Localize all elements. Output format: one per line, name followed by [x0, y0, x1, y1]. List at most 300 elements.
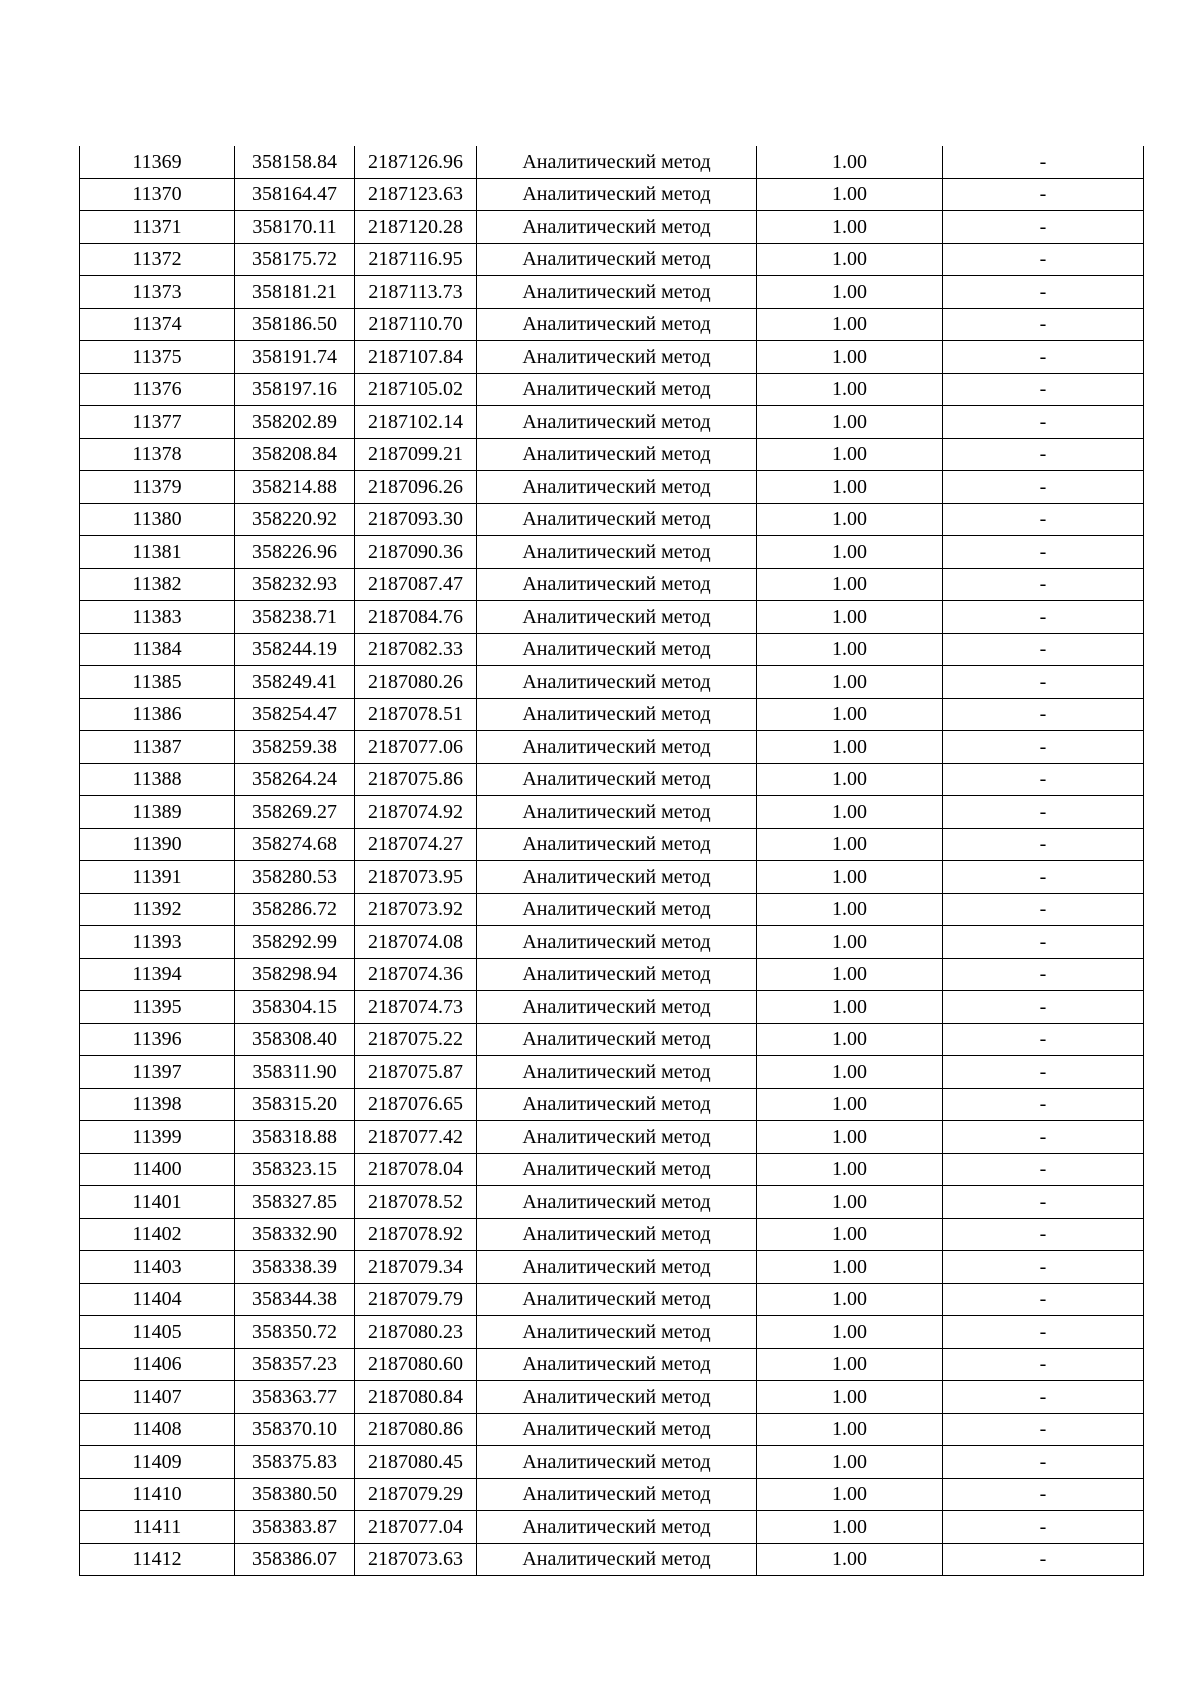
description-cell: - — [943, 828, 1144, 861]
point-number-cell: 11386 — [80, 698, 235, 731]
method-cell: Аналитический метод — [477, 1381, 757, 1414]
x-coordinate-cell: 358254.47 — [235, 698, 355, 731]
point-number-cell: 11370 — [80, 178, 235, 211]
precision-cell: 1.00 — [757, 958, 943, 991]
precision-cell: 1.00 — [757, 1348, 943, 1381]
precision-cell: 1.00 — [757, 1056, 943, 1089]
point-number-cell: 11392 — [80, 893, 235, 926]
method-cell: Аналитический метод — [477, 1121, 757, 1154]
y-coordinate-cell: 2187077.42 — [355, 1121, 477, 1154]
y-coordinate-cell: 2187073.92 — [355, 893, 477, 926]
x-coordinate-cell: 358158.84 — [235, 146, 355, 178]
table-row — [80, 1381, 1144, 1414]
table-row — [80, 1543, 1144, 1576]
x-coordinate-cell: 358332.90 — [235, 1218, 355, 1251]
y-coordinate-cell: 2187073.63 — [355, 1543, 477, 1576]
description-cell: - — [943, 276, 1144, 309]
description-cell: - — [943, 1088, 1144, 1121]
table-row — [80, 1023, 1144, 1056]
table-row — [80, 1413, 1144, 1446]
method-cell: Аналитический метод — [477, 1543, 757, 1576]
method-cell: Аналитический метод — [477, 276, 757, 309]
x-coordinate-cell: 358323.15 — [235, 1153, 355, 1186]
coordinates-table-body — [80, 146, 1144, 1576]
precision-cell: 1.00 — [757, 536, 943, 569]
table-row — [80, 1478, 1144, 1511]
table-row — [80, 796, 1144, 829]
table-row — [80, 471, 1144, 504]
precision-cell: 1.00 — [757, 666, 943, 699]
x-coordinate-cell: 358315.20 — [235, 1088, 355, 1121]
y-coordinate-cell: 2187074.36 — [355, 958, 477, 991]
method-cell: Аналитический метод — [477, 1413, 757, 1446]
method-cell: Аналитический метод — [477, 1316, 757, 1349]
precision-cell: 1.00 — [757, 1413, 943, 1446]
method-cell: Аналитический метод — [477, 731, 757, 764]
method-cell: Аналитический метод — [477, 1478, 757, 1511]
table-row — [80, 1283, 1144, 1316]
table-row — [80, 1088, 1144, 1121]
y-coordinate-cell: 2187075.87 — [355, 1056, 477, 1089]
description-cell: - — [943, 243, 1144, 276]
table-row — [80, 1056, 1144, 1089]
point-number-cell: 11380 — [80, 503, 235, 536]
method-cell: Аналитический метод — [477, 893, 757, 926]
precision-cell: 1.00 — [757, 178, 943, 211]
description-cell: - — [943, 308, 1144, 341]
description-cell: - — [943, 1316, 1144, 1349]
table-row — [80, 211, 1144, 244]
description-cell: - — [943, 536, 1144, 569]
description-cell: - — [943, 633, 1144, 666]
x-coordinate-cell: 358259.38 — [235, 731, 355, 764]
x-coordinate-cell: 358202.89 — [235, 406, 355, 439]
y-coordinate-cell: 2187078.04 — [355, 1153, 477, 1186]
description-cell: - — [943, 146, 1144, 178]
x-coordinate-cell: 358214.88 — [235, 471, 355, 504]
method-cell: Аналитический метод — [477, 763, 757, 796]
x-coordinate-cell: 358197.16 — [235, 373, 355, 406]
point-number-cell: 11410 — [80, 1478, 235, 1511]
method-cell: Аналитический метод — [477, 1056, 757, 1089]
y-coordinate-cell: 2187116.95 — [355, 243, 477, 276]
description-cell: - — [943, 698, 1144, 731]
method-cell: Аналитический метод — [477, 1348, 757, 1381]
y-coordinate-cell: 2187074.08 — [355, 926, 477, 959]
description-cell: - — [943, 1218, 1144, 1251]
point-number-cell: 11387 — [80, 731, 235, 764]
precision-cell: 1.00 — [757, 1153, 943, 1186]
point-number-cell: 11375 — [80, 341, 235, 374]
table-row — [80, 861, 1144, 894]
x-coordinate-cell: 358175.72 — [235, 243, 355, 276]
method-cell: Аналитический метод — [477, 243, 757, 276]
x-coordinate-cell: 358186.50 — [235, 308, 355, 341]
y-coordinate-cell: 2187093.30 — [355, 503, 477, 536]
table-row — [80, 828, 1144, 861]
table-row — [80, 633, 1144, 666]
description-cell: - — [943, 568, 1144, 601]
point-number-cell: 11377 — [80, 406, 235, 439]
x-coordinate-cell: 358292.99 — [235, 926, 355, 959]
point-number-cell: 11404 — [80, 1283, 235, 1316]
y-coordinate-cell: 2187074.73 — [355, 991, 477, 1024]
precision-cell: 1.00 — [757, 698, 943, 731]
precision-cell: 1.00 — [757, 1251, 943, 1284]
method-cell: Аналитический метод — [477, 1251, 757, 1284]
method-cell: Аналитический метод — [477, 308, 757, 341]
description-cell: - — [943, 861, 1144, 894]
method-cell: Аналитический метод — [477, 1088, 757, 1121]
y-coordinate-cell: 2187080.60 — [355, 1348, 477, 1381]
x-coordinate-cell: 358370.10 — [235, 1413, 355, 1446]
point-number-cell: 11412 — [80, 1543, 235, 1576]
description-cell: - — [943, 991, 1144, 1024]
method-cell: Аналитический метод — [477, 633, 757, 666]
y-coordinate-cell: 2187096.26 — [355, 471, 477, 504]
description-cell: - — [943, 373, 1144, 406]
x-coordinate-cell: 358286.72 — [235, 893, 355, 926]
description-cell: - — [943, 926, 1144, 959]
point-number-cell: 11395 — [80, 991, 235, 1024]
precision-cell: 1.00 — [757, 861, 943, 894]
precision-cell: 1.00 — [757, 438, 943, 471]
y-coordinate-cell: 2187073.95 — [355, 861, 477, 894]
y-coordinate-cell: 2187077.06 — [355, 731, 477, 764]
table-row — [80, 536, 1144, 569]
y-coordinate-cell: 2187076.65 — [355, 1088, 477, 1121]
x-coordinate-cell: 358208.84 — [235, 438, 355, 471]
point-number-cell: 11399 — [80, 1121, 235, 1154]
method-cell: Аналитический метод — [477, 406, 757, 439]
coordinates-table — [79, 146, 1144, 1576]
x-coordinate-cell: 358338.39 — [235, 1251, 355, 1284]
point-number-cell: 11398 — [80, 1088, 235, 1121]
table-row — [80, 893, 1144, 926]
y-coordinate-cell: 2187126.96 — [355, 146, 477, 178]
precision-cell: 1.00 — [757, 796, 943, 829]
precision-cell: 1.00 — [757, 991, 943, 1024]
point-number-cell: 11396 — [80, 1023, 235, 1056]
precision-cell: 1.00 — [757, 1023, 943, 1056]
method-cell: Аналитический метод — [477, 536, 757, 569]
table-row — [80, 243, 1144, 276]
y-coordinate-cell: 2187087.47 — [355, 568, 477, 601]
table-row — [80, 958, 1144, 991]
precision-cell: 1.00 — [757, 146, 943, 178]
method-cell: Аналитический метод — [477, 1186, 757, 1219]
y-coordinate-cell: 2187074.92 — [355, 796, 477, 829]
precision-cell: 1.00 — [757, 341, 943, 374]
method-cell: Аналитический метод — [477, 828, 757, 861]
x-coordinate-cell: 358308.40 — [235, 1023, 355, 1056]
table-row — [80, 1316, 1144, 1349]
precision-cell: 1.00 — [757, 828, 943, 861]
precision-cell: 1.00 — [757, 243, 943, 276]
point-number-cell: 11385 — [80, 666, 235, 699]
description-cell: - — [943, 1478, 1144, 1511]
method-cell: Аналитический метод — [477, 796, 757, 829]
precision-cell: 1.00 — [757, 308, 943, 341]
description-cell: - — [943, 666, 1144, 699]
point-number-cell: 11373 — [80, 276, 235, 309]
x-coordinate-cell: 358264.24 — [235, 763, 355, 796]
description-cell: - — [943, 438, 1144, 471]
x-coordinate-cell: 358164.47 — [235, 178, 355, 211]
precision-cell: 1.00 — [757, 1446, 943, 1479]
point-number-cell: 11408 — [80, 1413, 235, 1446]
method-cell: Аналитический метод — [477, 341, 757, 374]
y-coordinate-cell: 2187123.63 — [355, 178, 477, 211]
precision-cell: 1.00 — [757, 731, 943, 764]
table-row — [80, 926, 1144, 959]
precision-cell: 1.00 — [757, 406, 943, 439]
point-number-cell: 11407 — [80, 1381, 235, 1414]
table-row — [80, 1186, 1144, 1219]
x-coordinate-cell: 358220.92 — [235, 503, 355, 536]
description-cell: - — [943, 1251, 1144, 1284]
x-coordinate-cell: 358386.07 — [235, 1543, 355, 1576]
precision-cell: 1.00 — [757, 1088, 943, 1121]
precision-cell: 1.00 — [757, 1543, 943, 1576]
precision-cell: 1.00 — [757, 1283, 943, 1316]
precision-cell: 1.00 — [757, 1186, 943, 1219]
description-cell: - — [943, 178, 1144, 211]
precision-cell: 1.00 — [757, 211, 943, 244]
description-cell: - — [943, 341, 1144, 374]
x-coordinate-cell: 358191.74 — [235, 341, 355, 374]
table-row — [80, 1348, 1144, 1381]
y-coordinate-cell: 2187080.26 — [355, 666, 477, 699]
method-cell: Аналитический метод — [477, 471, 757, 504]
y-coordinate-cell: 2187084.76 — [355, 601, 477, 634]
point-number-cell: 11400 — [80, 1153, 235, 1186]
description-cell: - — [943, 796, 1144, 829]
description-cell: - — [943, 1543, 1144, 1576]
x-coordinate-cell: 358249.41 — [235, 666, 355, 699]
table-row — [80, 1511, 1144, 1544]
method-cell: Аналитический метод — [477, 1446, 757, 1479]
point-number-cell: 11390 — [80, 828, 235, 861]
method-cell: Аналитический метод — [477, 698, 757, 731]
y-coordinate-cell: 2187107.84 — [355, 341, 477, 374]
precision-cell: 1.00 — [757, 1316, 943, 1349]
method-cell: Аналитический метод — [477, 1283, 757, 1316]
precision-cell: 1.00 — [757, 471, 943, 504]
description-cell: - — [943, 406, 1144, 439]
method-cell: Аналитический метод — [477, 438, 757, 471]
point-number-cell: 11382 — [80, 568, 235, 601]
point-number-cell: 11374 — [80, 308, 235, 341]
y-coordinate-cell: 2187080.23 — [355, 1316, 477, 1349]
table-row — [80, 991, 1144, 1024]
point-number-cell: 11383 — [80, 601, 235, 634]
description-cell: - — [943, 731, 1144, 764]
precision-cell: 1.00 — [757, 568, 943, 601]
table-row — [80, 698, 1144, 731]
table-row — [80, 178, 1144, 211]
description-cell: - — [943, 958, 1144, 991]
method-cell: Аналитический метод — [477, 568, 757, 601]
description-cell: - — [943, 763, 1144, 796]
y-coordinate-cell: 2187099.21 — [355, 438, 477, 471]
method-cell: Аналитический метод — [477, 1023, 757, 1056]
point-number-cell: 11393 — [80, 926, 235, 959]
point-number-cell: 11371 — [80, 211, 235, 244]
table-row — [80, 1446, 1144, 1479]
description-cell: - — [943, 1023, 1144, 1056]
y-coordinate-cell: 2187102.14 — [355, 406, 477, 439]
point-number-cell: 11388 — [80, 763, 235, 796]
point-number-cell: 11394 — [80, 958, 235, 991]
point-number-cell: 11406 — [80, 1348, 235, 1381]
point-number-cell: 11405 — [80, 1316, 235, 1349]
method-cell: Аналитический метод — [477, 601, 757, 634]
table-row — [80, 1218, 1144, 1251]
x-coordinate-cell: 358170.11 — [235, 211, 355, 244]
point-number-cell: 11378 — [80, 438, 235, 471]
table-row — [80, 438, 1144, 471]
x-coordinate-cell: 358238.71 — [235, 601, 355, 634]
precision-cell: 1.00 — [757, 373, 943, 406]
x-coordinate-cell: 358363.77 — [235, 1381, 355, 1414]
point-number-cell: 11389 — [80, 796, 235, 829]
description-cell: - — [943, 1283, 1144, 1316]
y-coordinate-cell: 2187080.45 — [355, 1446, 477, 1479]
table-row — [80, 763, 1144, 796]
y-coordinate-cell: 2187077.04 — [355, 1511, 477, 1544]
precision-cell: 1.00 — [757, 503, 943, 536]
point-number-cell: 11381 — [80, 536, 235, 569]
table-row — [80, 146, 1144, 178]
x-coordinate-cell: 358383.87 — [235, 1511, 355, 1544]
method-cell: Аналитический метод — [477, 1218, 757, 1251]
point-number-cell: 11376 — [80, 373, 235, 406]
x-coordinate-cell: 358304.15 — [235, 991, 355, 1024]
table-row — [80, 503, 1144, 536]
x-coordinate-cell: 358357.23 — [235, 1348, 355, 1381]
x-coordinate-cell: 358380.50 — [235, 1478, 355, 1511]
y-coordinate-cell: 2187078.52 — [355, 1186, 477, 1219]
y-coordinate-cell: 2187080.86 — [355, 1413, 477, 1446]
y-coordinate-cell: 2187078.51 — [355, 698, 477, 731]
precision-cell: 1.00 — [757, 763, 943, 796]
point-number-cell: 11384 — [80, 633, 235, 666]
y-coordinate-cell: 2187074.27 — [355, 828, 477, 861]
precision-cell: 1.00 — [757, 276, 943, 309]
point-number-cell: 11402 — [80, 1218, 235, 1251]
precision-cell: 1.00 — [757, 1218, 943, 1251]
y-coordinate-cell: 2187079.34 — [355, 1251, 477, 1284]
x-coordinate-cell: 358318.88 — [235, 1121, 355, 1154]
precision-cell: 1.00 — [757, 1121, 943, 1154]
method-cell: Аналитический метод — [477, 861, 757, 894]
x-coordinate-cell: 358350.72 — [235, 1316, 355, 1349]
table-row — [80, 731, 1144, 764]
y-coordinate-cell: 2187080.84 — [355, 1381, 477, 1414]
method-cell: Аналитический метод — [477, 958, 757, 991]
y-coordinate-cell: 2187110.70 — [355, 308, 477, 341]
description-cell: - — [943, 893, 1144, 926]
point-number-cell: 11369 — [80, 146, 235, 178]
description-cell: - — [943, 1056, 1144, 1089]
method-cell: Аналитический метод — [477, 926, 757, 959]
precision-cell: 1.00 — [757, 633, 943, 666]
point-number-cell: 11372 — [80, 243, 235, 276]
table-row — [80, 341, 1144, 374]
x-coordinate-cell: 358311.90 — [235, 1056, 355, 1089]
y-coordinate-cell: 2187079.29 — [355, 1478, 477, 1511]
description-cell: - — [943, 1153, 1144, 1186]
description-cell: - — [943, 503, 1144, 536]
table-row — [80, 1153, 1144, 1186]
description-cell: - — [943, 1446, 1144, 1479]
method-cell: Аналитический метод — [477, 991, 757, 1024]
x-coordinate-cell: 358327.85 — [235, 1186, 355, 1219]
y-coordinate-cell: 2187105.02 — [355, 373, 477, 406]
method-cell: Аналитический метод — [477, 1153, 757, 1186]
x-coordinate-cell: 358181.21 — [235, 276, 355, 309]
precision-cell: 1.00 — [757, 926, 943, 959]
precision-cell: 1.00 — [757, 601, 943, 634]
x-coordinate-cell: 358274.68 — [235, 828, 355, 861]
method-cell: Аналитический метод — [477, 146, 757, 178]
table-row — [80, 601, 1144, 634]
point-number-cell: 11379 — [80, 471, 235, 504]
description-cell: - — [943, 211, 1144, 244]
point-number-cell: 11401 — [80, 1186, 235, 1219]
y-coordinate-cell: 2187120.28 — [355, 211, 477, 244]
point-number-cell: 11411 — [80, 1511, 235, 1544]
precision-cell: 1.00 — [757, 1511, 943, 1544]
table-row — [80, 1251, 1144, 1284]
y-coordinate-cell: 2187090.36 — [355, 536, 477, 569]
description-cell: - — [943, 1413, 1144, 1446]
method-cell: Аналитический метод — [477, 373, 757, 406]
precision-cell: 1.00 — [757, 893, 943, 926]
table-row — [80, 373, 1144, 406]
x-coordinate-cell: 358344.38 — [235, 1283, 355, 1316]
y-coordinate-cell: 2187113.73 — [355, 276, 477, 309]
table-row — [80, 1121, 1144, 1154]
precision-cell: 1.00 — [757, 1381, 943, 1414]
table-row — [80, 308, 1144, 341]
y-coordinate-cell: 2187079.79 — [355, 1283, 477, 1316]
description-cell: - — [943, 601, 1144, 634]
table-row — [80, 666, 1144, 699]
precision-cell: 1.00 — [757, 1478, 943, 1511]
x-coordinate-cell: 358269.27 — [235, 796, 355, 829]
method-cell: Аналитический метод — [477, 1511, 757, 1544]
y-coordinate-cell: 2187078.92 — [355, 1218, 477, 1251]
description-cell: - — [943, 1121, 1144, 1154]
point-number-cell: 11409 — [80, 1446, 235, 1479]
method-cell: Аналитический метод — [477, 178, 757, 211]
x-coordinate-cell: 358226.96 — [235, 536, 355, 569]
y-coordinate-cell: 2187075.86 — [355, 763, 477, 796]
x-coordinate-cell: 358280.53 — [235, 861, 355, 894]
method-cell: Аналитический метод — [477, 503, 757, 536]
point-number-cell: 11403 — [80, 1251, 235, 1284]
point-number-cell: 11397 — [80, 1056, 235, 1089]
y-coordinate-cell: 2187075.22 — [355, 1023, 477, 1056]
description-cell: - — [943, 1381, 1144, 1414]
method-cell: Аналитический метод — [477, 666, 757, 699]
description-cell: - — [943, 1348, 1144, 1381]
description-cell: - — [943, 471, 1144, 504]
table-row — [80, 276, 1144, 309]
x-coordinate-cell: 358232.93 — [235, 568, 355, 601]
